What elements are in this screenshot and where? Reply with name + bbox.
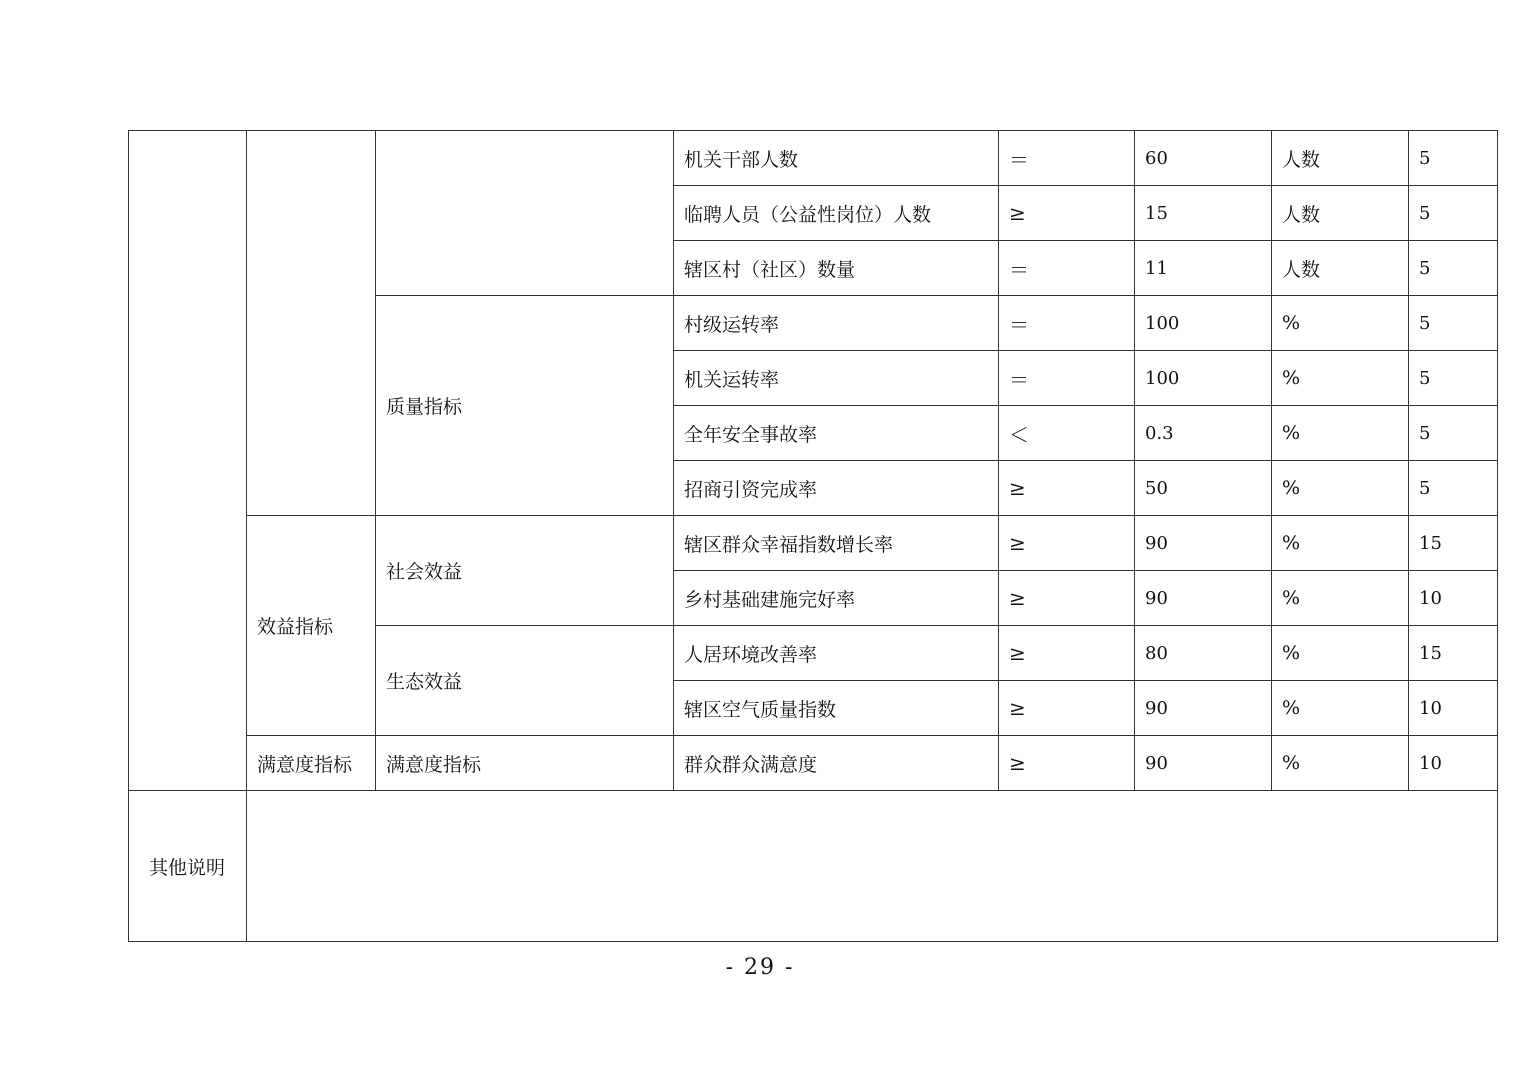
- indicator-unit: 人数: [1272, 186, 1409, 241]
- level2-quality-label: 质量指标: [376, 296, 674, 516]
- indicator-name: 群众群众满意度: [674, 736, 999, 791]
- indicator-operator: ＝: [999, 351, 1135, 406]
- page-number: - 29 -: [725, 955, 795, 980]
- indicator-operator: ≥: [999, 516, 1135, 571]
- indicator-value: 90: [1135, 516, 1272, 571]
- indicator-operator: ＝: [999, 131, 1135, 186]
- indicator-name: 机关运转率: [674, 351, 999, 406]
- indicator-value: 50: [1135, 461, 1272, 516]
- indicator-name: 辖区群众幸福指数增长率: [674, 516, 999, 571]
- indicator-name: 辖区村（社区）数量: [674, 241, 999, 296]
- indicator-unit: %: [1272, 626, 1409, 681]
- indicator-name: 乡村基础建施完好率: [674, 571, 999, 626]
- indicator-score: 10: [1409, 681, 1498, 736]
- indicator-value: 100: [1135, 351, 1272, 406]
- indicator-value: 100: [1135, 296, 1272, 351]
- indicator-unit: %: [1272, 406, 1409, 461]
- indicator-name: 村级运转率: [674, 296, 999, 351]
- table-row: [129, 736, 1498, 791]
- level1-benefit-label: 效益指标: [247, 516, 376, 736]
- indicator-value: 15: [1135, 186, 1272, 241]
- indicator-score: 5: [1409, 296, 1498, 351]
- indicator-value: 80: [1135, 626, 1272, 681]
- indicator-score: 5: [1409, 186, 1498, 241]
- indicator-value: 0.3: [1135, 406, 1272, 461]
- indicator-name: 临聘人员（公益性岗位）人数: [674, 186, 999, 241]
- indicator-score: 5: [1409, 406, 1498, 461]
- indicator-operator: ≥: [999, 626, 1135, 681]
- indicator-value: 90: [1135, 681, 1272, 736]
- indicator-score: 10: [1409, 571, 1498, 626]
- indicator-name: 辖区空气质量指数: [674, 681, 999, 736]
- indicator-unit: 人数: [1272, 131, 1409, 186]
- indicator-unit: %: [1272, 461, 1409, 516]
- indicator-score: 15: [1409, 516, 1498, 571]
- indicator-name: 招商引资完成率: [674, 461, 999, 516]
- level2-ecological-label: 生态效益: [376, 626, 674, 736]
- indicator-value: 11: [1135, 241, 1272, 296]
- level2-satisfaction-label: 满意度指标: [376, 736, 674, 791]
- indicator-score: 5: [1409, 461, 1498, 516]
- other-notes-value: [247, 791, 1498, 942]
- indicator-operator: ≥: [999, 736, 1135, 791]
- level2-quantity-cell: [376, 131, 674, 296]
- indicator-unit: %: [1272, 351, 1409, 406]
- level1-satisfaction-label: 满意度指标: [247, 736, 376, 791]
- indicator-unit: 人数: [1272, 241, 1409, 296]
- indicator-unit: %: [1272, 516, 1409, 571]
- other-notes-row: [129, 791, 1498, 942]
- table-row: [129, 516, 1498, 571]
- indicator-unit: %: [1272, 296, 1409, 351]
- indicator-score: 5: [1409, 241, 1498, 296]
- level1-output-cell: [247, 131, 376, 516]
- indicator-operator: ＝: [999, 296, 1135, 351]
- indicator-name: 全年安全事故率: [674, 406, 999, 461]
- indicator-operator: ＜: [999, 406, 1135, 461]
- indicator-name: 机关干部人数: [674, 131, 999, 186]
- indicator-operator: ＝: [999, 241, 1135, 296]
- other-notes-label: 其他说明: [129, 791, 247, 942]
- indicator-unit: %: [1272, 571, 1409, 626]
- level2-social-label: 社会效益: [376, 516, 674, 626]
- top-level-category-cell: [129, 131, 247, 791]
- indicator-operator: ≥: [999, 571, 1135, 626]
- indicator-score: 10: [1409, 736, 1498, 791]
- indicator-operator: ≥: [999, 186, 1135, 241]
- indicator-unit: %: [1272, 736, 1409, 791]
- indicator-operator: ≥: [999, 681, 1135, 736]
- indicator-value: 90: [1135, 571, 1272, 626]
- indicator-score: 5: [1409, 351, 1498, 406]
- performance-indicator-table: [128, 130, 1498, 942]
- indicator-score: 15: [1409, 626, 1498, 681]
- indicator-operator: ≥: [999, 461, 1135, 516]
- indicator-value: 60: [1135, 131, 1272, 186]
- indicator-name: 人居环境改善率: [674, 626, 999, 681]
- indicator-value: 90: [1135, 736, 1272, 791]
- indicator-score: 5: [1409, 131, 1498, 186]
- indicator-unit: %: [1272, 681, 1409, 736]
- table-row: [129, 131, 1498, 186]
